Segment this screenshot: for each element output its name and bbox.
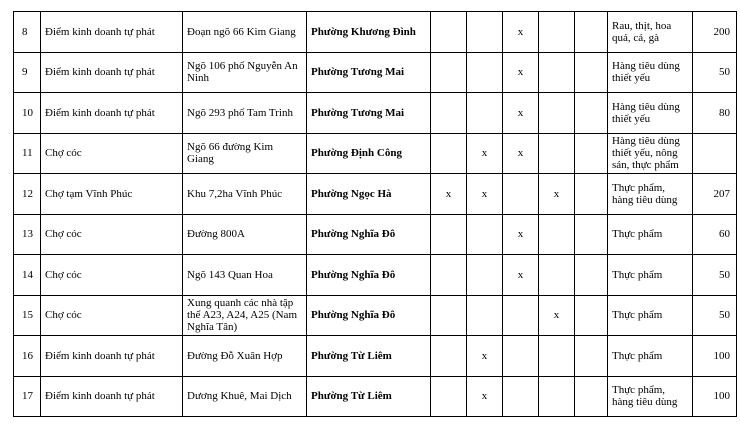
location-cell: Dương Khuê, Mai Dịch (183, 376, 307, 417)
market-type-cell: Chợ cóc (41, 255, 183, 296)
mark-cell (503, 174, 539, 215)
row-number-cell: 16 (14, 336, 41, 377)
table-row (14, 336, 737, 377)
quantity-cell (693, 133, 737, 174)
mark-cell (539, 214, 575, 255)
table-row (14, 133, 737, 174)
row-number-cell: 13 (14, 214, 41, 255)
location-cell: Ngõ 293 phố Tam Trinh (183, 93, 307, 134)
location-cell: Xung quanh các nhà tập thể A23, A24, A25 (Nam Nghĩa Tân) (183, 295, 307, 336)
mark-cell (575, 12, 608, 53)
mark-cell (575, 336, 608, 377)
mark-cell: x (467, 336, 503, 377)
table-row (14, 214, 737, 255)
mark-cell (431, 52, 467, 93)
goods-cell: Thực phẩm, hàng tiêu dùng (608, 376, 693, 417)
quantity-cell: 50 (693, 52, 737, 93)
row-number-cell: 12 (14, 174, 41, 215)
mark-cell: x (539, 295, 575, 336)
ward-cell: Phường Định Công (307, 133, 431, 174)
row-number-cell: 15 (14, 295, 41, 336)
table-row (14, 12, 737, 53)
table-row (14, 174, 737, 215)
row-number-cell: 8 (14, 12, 41, 53)
mark-cell (503, 376, 539, 417)
mark-cell (431, 255, 467, 296)
table-row (14, 376, 737, 417)
mark-cell (575, 52, 608, 93)
market-type-cell: Chợ tạm Vĩnh Phúc (41, 174, 183, 215)
mark-cell (431, 133, 467, 174)
goods-cell: Hàng tiêu dùng thiết yếu (608, 52, 693, 93)
ward-cell: Phường Nghĩa Đô (307, 255, 431, 296)
location-cell: Khu 7,2ha Vĩnh Phúc (183, 174, 307, 215)
market-type-cell: Chợ cóc (41, 133, 183, 174)
goods-cell: Hàng tiêu dùng thiết yếu, nông sản, thực phẩm (608, 133, 693, 174)
mark-cell: x (539, 174, 575, 215)
goods-cell: Thực phẩm, hàng tiêu dùng (608, 174, 693, 215)
mark-cell: x (467, 174, 503, 215)
mark-cell (431, 336, 467, 377)
ward-cell: Phường Ngọc Hà (307, 174, 431, 215)
mark-cell: x (431, 174, 467, 215)
goods-cell: Hàng tiêu dùng thiết yếu (608, 93, 693, 134)
mark-cell (539, 133, 575, 174)
quantity-cell: 50 (693, 295, 737, 336)
row-number-cell: 14 (14, 255, 41, 296)
ward-cell: Phường Nghĩa Đô (307, 295, 431, 336)
market-type-cell: Chợ cóc (41, 214, 183, 255)
mark-cell (431, 93, 467, 134)
location-cell: Ngõ 106 phố Nguyễn An Ninh (183, 52, 307, 93)
mark-cell (467, 295, 503, 336)
mark-cell: x (467, 376, 503, 417)
mark-cell (575, 214, 608, 255)
mark-cell (539, 376, 575, 417)
ward-cell: Phường Tương Mai (307, 93, 431, 134)
mark-cell (467, 93, 503, 134)
location-cell: Đường 800A (183, 214, 307, 255)
mark-cell (431, 214, 467, 255)
quantity-cell: 80 (693, 93, 737, 134)
mark-cell (503, 336, 539, 377)
mark-cell (539, 93, 575, 134)
mark-cell (539, 255, 575, 296)
mark-cell (467, 52, 503, 93)
mark-cell (467, 214, 503, 255)
ward-cell: Phường Nghĩa Đô (307, 214, 431, 255)
row-number-cell: 9 (14, 52, 41, 93)
market-type-cell: Điểm kinh doanh tự phát (41, 52, 183, 93)
mark-cell (539, 52, 575, 93)
table-row (14, 93, 737, 134)
mark-cell (539, 336, 575, 377)
market-type-cell: Điểm kinh doanh tự phát (41, 12, 183, 53)
goods-cell: Rau, thịt, hoa quả, cá, gà (608, 12, 693, 53)
mark-cell (467, 255, 503, 296)
mark-cell (575, 295, 608, 336)
mark-cell: x (467, 133, 503, 174)
mark-cell: x (503, 12, 539, 53)
market-type-cell: Chợ cóc (41, 295, 183, 336)
location-cell: Ngõ 143 Quan Hoa (183, 255, 307, 296)
mark-cell: x (503, 255, 539, 296)
quantity-cell: 100 (693, 376, 737, 417)
quantity-cell: 207 (693, 174, 737, 215)
table-row (14, 295, 737, 336)
quantity-cell: 60 (693, 214, 737, 255)
location-cell: Đoạn ngõ 66 Kim Giang (183, 12, 307, 53)
mark-cell (431, 12, 467, 53)
mark-cell (503, 295, 539, 336)
mark-cell (467, 12, 503, 53)
mark-cell (575, 255, 608, 296)
mark-cell (539, 12, 575, 53)
mark-cell (431, 295, 467, 336)
table-body (14, 12, 737, 417)
goods-cell: Thực phẩm (608, 255, 693, 296)
table-row (14, 255, 737, 296)
market-type-cell: Điểm kinh doanh tự phát (41, 336, 183, 377)
mark-cell: x (503, 52, 539, 93)
mark-cell: x (503, 93, 539, 134)
mark-cell (575, 133, 608, 174)
mark-cell (575, 93, 608, 134)
mark-cell (575, 174, 608, 215)
ward-cell: Phường Từ Liêm (307, 336, 431, 377)
row-number-cell: 17 (14, 376, 41, 417)
mark-cell (431, 376, 467, 417)
market-type-cell: Điểm kinh doanh tự phát (41, 93, 183, 134)
mark-cell: x (503, 214, 539, 255)
goods-cell: Thực phẩm (608, 336, 693, 377)
quantity-cell: 100 (693, 336, 737, 377)
quantity-cell: 50 (693, 255, 737, 296)
quantity-cell: 200 (693, 12, 737, 53)
row-number-cell: 10 (14, 93, 41, 134)
ward-cell: Phường Từ Liêm (307, 376, 431, 417)
table-row (14, 52, 737, 93)
market-table (13, 11, 737, 417)
ward-cell: Phường Khương Đình (307, 12, 431, 53)
mark-cell (575, 376, 608, 417)
row-number-cell: 11 (14, 133, 41, 174)
location-cell: Đường Đỗ Xuân Hợp (183, 336, 307, 377)
location-cell: Ngõ 66 đường Kim Giang (183, 133, 307, 174)
goods-cell: Thực phẩm (608, 295, 693, 336)
mark-cell: x (503, 133, 539, 174)
goods-cell: Thực phẩm (608, 214, 693, 255)
ward-cell: Phường Tương Mai (307, 52, 431, 93)
market-type-cell: Điểm kinh doanh tự phát (41, 376, 183, 417)
